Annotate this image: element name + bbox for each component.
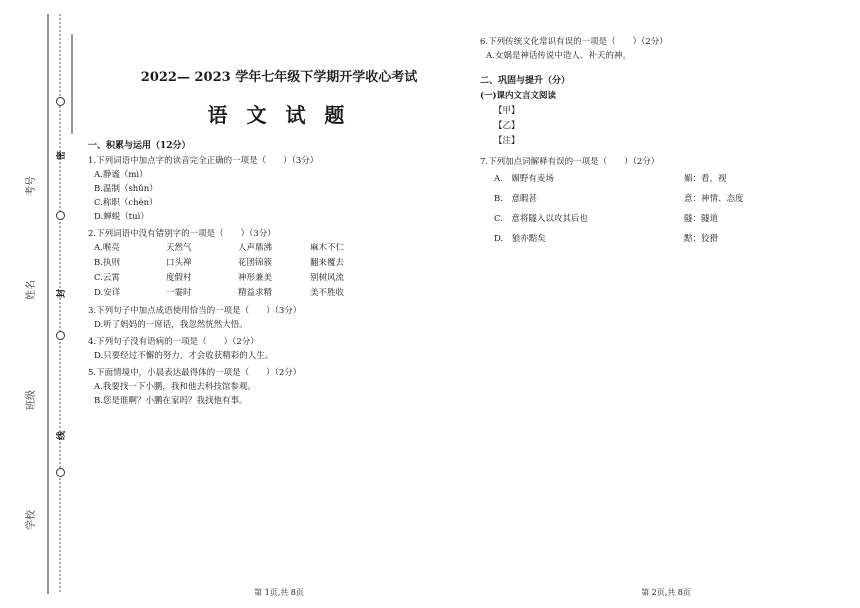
page-two bbox=[480, 0, 852, 608]
question-7-options bbox=[480, 169, 852, 249]
option-cell: B.执则 bbox=[94, 258, 120, 268]
option-cell: 人声鼎沸 bbox=[238, 243, 273, 253]
option-cell: 神形兼美 bbox=[238, 273, 273, 283]
name-label: 姓名 bbox=[26, 280, 37, 300]
question-2: 2.下列词语中没有错别字的一项是（ ）（3分） bbox=[88, 229, 276, 239]
seal-mark-1: 密 bbox=[57, 150, 67, 160]
binding-margin bbox=[0, 0, 80, 608]
subject-title: 语 文 试 题 bbox=[207, 103, 351, 127]
passage-note-label: 【注】 bbox=[494, 136, 520, 146]
question-1-option-d: D.蝉蜕（tuì） bbox=[94, 212, 149, 222]
option-cell: 麻木不仁 bbox=[310, 243, 345, 253]
question-6-option-a: A.女娲是神话传说中造人、补天的神。 bbox=[486, 51, 631, 61]
school-label: 学校 bbox=[26, 510, 37, 530]
option-cell: 度假村 bbox=[166, 273, 192, 283]
option-meaning: 意：神情、态度 bbox=[684, 194, 744, 204]
question-1: 1.下列词语中加点字的读音完全正确的一项是（ ）（3分） bbox=[88, 156, 319, 166]
option-cell: 口头禅 bbox=[166, 258, 192, 268]
question-3-option-d: D.听了妈妈的一席话，我忽然恍然大悟。 bbox=[94, 320, 248, 330]
question-5-option-a: A.我要找一下小鹏，我和他去科技馆参观。 bbox=[94, 382, 256, 392]
option-cell: 精益求精 bbox=[238, 288, 273, 298]
passage-a-label: 【甲】 bbox=[494, 106, 520, 116]
question-2-option-d bbox=[88, 286, 470, 301]
question-3: 3.下列句子中加点成语使用恰当的一项是（ ）（3分） bbox=[88, 306, 302, 316]
passage-b-label: 【乙】 bbox=[494, 121, 520, 131]
question-5: 5.下面情境中，小晨表达最得体的一项是（ ）（2分） bbox=[88, 368, 302, 378]
subsection-heading: (一)课内文言文阅读 bbox=[480, 91, 557, 101]
section-two-heading: 二、巩固与提升（分） bbox=[480, 76, 571, 86]
question-7-option-b bbox=[494, 189, 852, 209]
question-7-option-a bbox=[494, 169, 852, 189]
option-cell: C.云霄 bbox=[94, 273, 120, 283]
binding-hole-1 bbox=[56, 97, 65, 106]
option-meaning: 黠：狡猾 bbox=[684, 234, 719, 244]
option-cell: D.安详 bbox=[94, 288, 121, 298]
section-one-heading: 一、积累与运用（12分） bbox=[88, 141, 191, 151]
seal-mark-2: 封 bbox=[57, 288, 67, 298]
question-1-option-a: A.静谧（mì） bbox=[94, 170, 148, 180]
option-phrase: D. 狼亦黠矣 bbox=[494, 234, 546, 244]
option-cell: 一霎时 bbox=[166, 288, 192, 298]
option-meaning: 媚：看，视 bbox=[684, 174, 727, 184]
binding-hole-4 bbox=[56, 468, 65, 477]
page-two-footer: 第 2页,共 8页 bbox=[641, 588, 691, 597]
question-4: 4.下列句子没有语病的一项是（ ）（2分） bbox=[88, 337, 259, 347]
question-2-option-c bbox=[88, 271, 470, 286]
option-cell: 翻来覆去 bbox=[310, 258, 345, 268]
seal-mark-3: 线 bbox=[57, 430, 67, 440]
question-1-option-c: C.称职（chèn） bbox=[94, 198, 158, 208]
exam-number-label: 考号 bbox=[26, 176, 37, 196]
option-cell: 美不胜收 bbox=[310, 288, 345, 298]
question-6: 6.下列传统文化常识有误的一项是（ ）（2分） bbox=[480, 37, 668, 47]
binding-hole-2 bbox=[56, 211, 65, 220]
class-label: 班级 bbox=[26, 390, 37, 410]
binding-hole-3 bbox=[56, 331, 65, 340]
question-2-option-b bbox=[88, 256, 470, 271]
option-phrase: A. 媚野有麦场 bbox=[494, 174, 554, 184]
question-5-option-b: B.您是谁啊？小鹏在家吗？我找他有事。 bbox=[94, 396, 248, 406]
option-cell: 别树风流 bbox=[310, 273, 345, 283]
option-meaning: 隧：隧道 bbox=[684, 214, 719, 224]
question-7: 7.下列加点词解释有误的一项是（ ）（2分） bbox=[480, 157, 660, 167]
exam-title: 2022— 2023 学年七年级下学期开学收心考试 bbox=[140, 70, 418, 85]
page-one bbox=[88, 0, 470, 608]
question-1-option-b: B.温制（shǔn） bbox=[94, 184, 158, 194]
option-phrase: B. 意暇甚 bbox=[494, 194, 537, 204]
question-7-option-d bbox=[494, 229, 852, 249]
question-4-option-d: D.只要经过不懈的努力，才会收获精彩的人生。 bbox=[94, 351, 274, 361]
option-cell: A.喉亮 bbox=[94, 243, 120, 253]
question-7-option-c bbox=[494, 209, 852, 229]
option-phrase: C. 意将隧入以攻其后也 bbox=[494, 214, 588, 224]
option-cell: 天然气 bbox=[166, 243, 192, 253]
option-cell: 花团锦簇 bbox=[238, 258, 273, 268]
question-2-option-a bbox=[88, 241, 470, 256]
page-one-footer: 第 1页,共 8页 bbox=[254, 588, 304, 597]
binding-lines bbox=[0, 14, 80, 594]
